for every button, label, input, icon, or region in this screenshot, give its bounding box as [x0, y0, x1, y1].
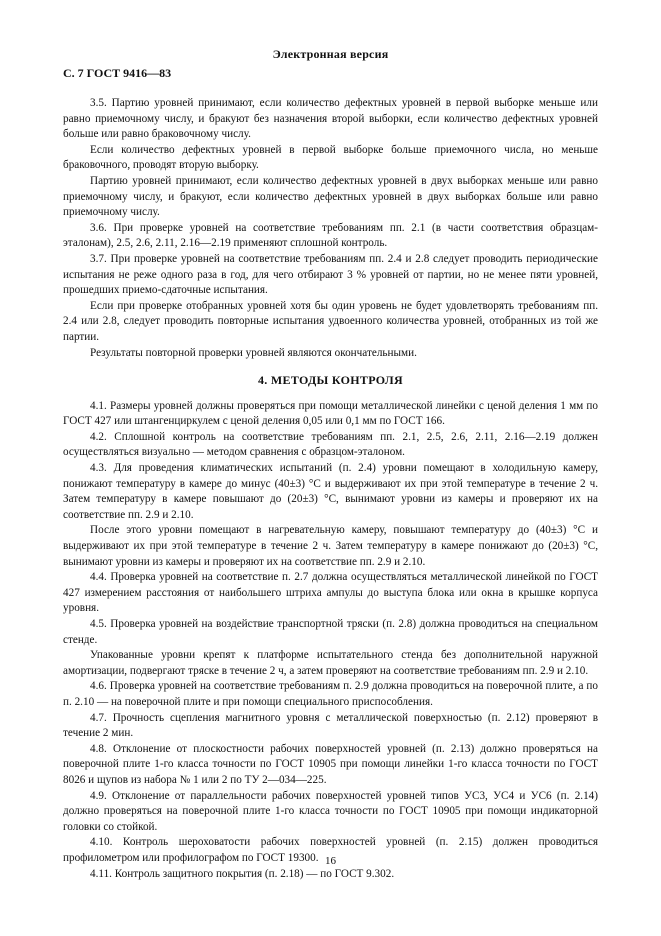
paragraph: Если количество дефектных уровней в первой выборке больше приемочного числа, но меньше браковочного, проводят вторую выборку.: [63, 143, 598, 172]
paragraph: 4.8. Отклонение от плоскостности рабочих поверхностей уровней (п. 2.13) должно проверяться на поверочной плите 1-го класса точности по ГОСТ 10905 при помощи линейки 1-го класса точности по ГОСТ 8026 и щупов из набора № 1 или 2 по ТУ 2—034—225.: [63, 742, 598, 786]
paragraph: Результаты повторной проверки уровней являются окончательными.: [90, 346, 417, 359]
paragraph: Партию уровней принимают, если количество дефектных уровней в двух выборках меньше или равно приемочному числу, и бракуют, если количество дефектных уровней в двух выборках больше или равно приемочному числу.: [63, 174, 598, 219]
paragraph: 4.10. Контроль шероховатости рабочих поверхностей уровней (п. 2.15) должен проводиться профилометром или профилографом по ГОСТ 19300.: [63, 836, 598, 864]
paragraph: 4.9. Отклонение от параллельности рабочих поверхностей уровней типов УС3, УС4 и УС6 (п. 2.14) должно проверяться на поверочной плите 1-го класса точности по ГОСТ 10905 при помощи индикаторной головки со стойкой.: [63, 789, 598, 833]
paragraph: 4.3. Для проведения климатических испытаний (п. 2.4) уровни помещают в холодильную камеру, понижают температуру в камере до минус (40±3) °С и выдерживают их при этой температуре в течение 2 ч. Затем температуру в камере повышают до (20±3) °С, вынимают уровни из камеры и проверяют их на соответствие пп. 2.9 и 2.10.: [63, 462, 598, 521]
paragraph: После этого уровни помещают в нагревательную камеру, повышают температуру до (40±3) °С и выдерживают их при этой температуре в течение 2 ч. Затем температуру в камере понижают до (20±3) °С, вынимают уровни из камеры и проверяют их на соответствие пп. 2.9 и 2.10.: [63, 524, 598, 568]
paragraph: 4.6. Проверка уровней на соответствие требованиям п. 2.9 должна проводиться на поверочной плите, а по п. 2.10 — на поверочной плите и при помощи специального приспособления.: [63, 680, 598, 708]
page-header: С. 7 ГОСТ 9416—83: [63, 66, 172, 80]
section-4-paragraphs: [63, 399, 598, 882]
paragraph: 3.5. Партию уровней принимают, если количество дефектных уровней в первой выборке меньше или равно приемочному числу, и бракуют без назначения второй выборки, если количество дефектных уровней больше или равно браковочному числу.: [63, 97, 598, 141]
electronic-version-banner: Электронная версия: [272, 47, 389, 61]
document-body: [63, 96, 598, 882]
paragraph: 3.7. При проверке уровней на соответствие требованиям пп. 2.4 и 2.8 следует проводить периодические испытания не реже одного раза в год, для чего отбирают 3 % уровней от партии, но не менее пяти уровней, прошедших приемо-сдаточные испытания.: [63, 252, 598, 297]
paragraph: 3.6. При проверке уровней на соответствие требованиям пп. 2.1 (в части соответствия образцам-эталонам), 2.5, 2.6, 2.11, 2.16—2.19 применяют сплошной контроль.: [63, 221, 598, 250]
page-number: 16: [325, 855, 336, 867]
paragraph: 4.11. Контроль защитного покрытия (п. 2.18) — по ГОСТ 9.302.: [90, 867, 395, 880]
section-title: 4. МЕТОДЫ КОНТРОЛЯ: [257, 373, 404, 388]
section-3-paragraphs: [63, 96, 598, 361]
paragraph: 4.2. Сплошной контроль на соответствие требованиям пп. 2.1, 2.5, 2.6, 2.11, 2.16—2.19 должен осуществляться визуально — методом сравнения с образцом-эталоном.: [63, 430, 598, 459]
paragraph: Упакованные уровни крепят к платформе испытательного стенда без дополнительной наружной амортизации, подвергают тряске в течение 2 ч, а затем проверяют на соответствие требованиям пп. 2.9 и 2.10.: [63, 649, 598, 677]
paragraph: Если при проверке отобранных уровней хотя бы один уровень не будет удовлетворять требованиям пп. 2.4 или 2.8, следует проводить повторные испытания удвоенного количества уровней, отобранных из той же партии.: [63, 299, 598, 343]
paragraph: 4.7. Прочность сцепления магнитного уровня с металлической поверхностью (п. 2.12) проверяют в течение 2 мин.: [63, 711, 598, 740]
paragraph: 4.4. Проверка уровней на соответствие п. 2.7 должна осуществляться металлической линейкой по ГОСТ 427 измерением расстояния от наибольшего штриха ампулы до выступа блока или окна в крышке корпуса уровня.: [63, 571, 598, 615]
paragraph: 4.5. Проверка уровней на воздействие транспортной тряски (п. 2.8) должна проводиться на специальном стенде.: [63, 618, 598, 646]
paragraph: 4.1. Размеры уровней должны проверяться при помощи металлической линейки с ценой деления 1 мм по ГОСТ 427 или штангенциркулем с ценой деления 0,05 или 0,1 мм по ГОСТ 166.: [63, 399, 598, 428]
